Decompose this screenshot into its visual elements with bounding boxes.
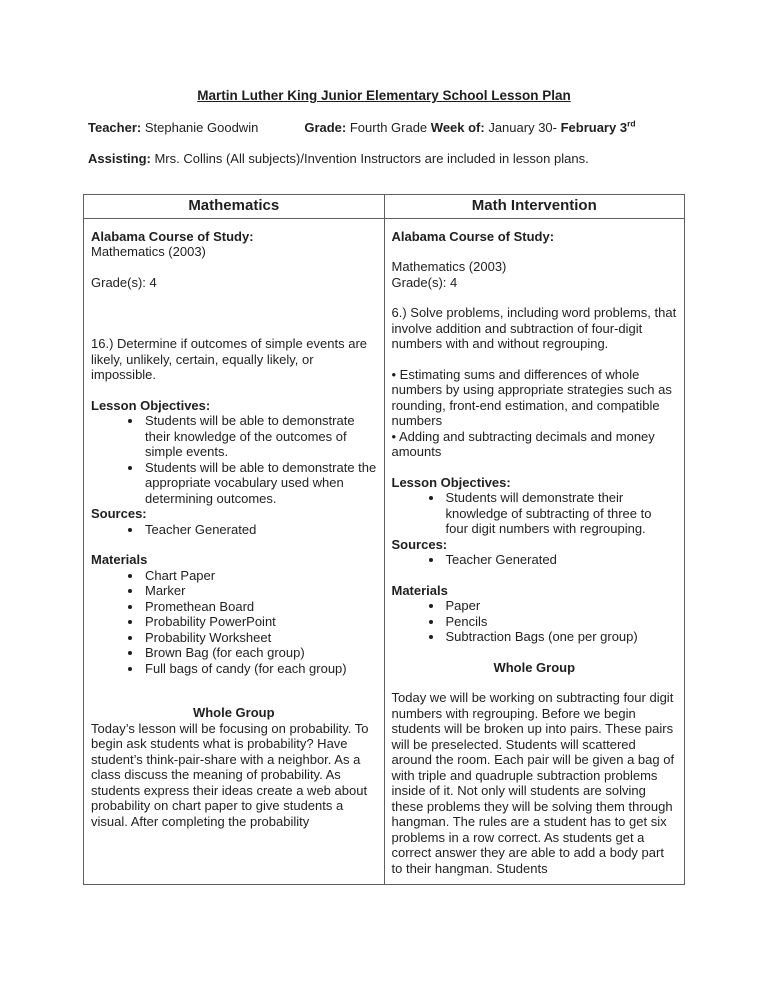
list-item: • Pencils bbox=[444, 614, 678, 630]
intervention-course-of-study-label: Alabama Course of Study: bbox=[391, 228, 555, 244]
intervention-sources-list bbox=[392, 552, 678, 568]
math-materials-list bbox=[91, 568, 377, 677]
week-range-end: February 3 bbox=[560, 119, 628, 135]
math-whole-group-paragraph: Today’s lesson will be focusing on probability. To begin ask students what is probability? Have student’s think-pair-share with a neighbor. As a class discuss the meaning of probability. As students express their ideas create a web about probability on chart paper to give students a visual. After completing the probability bbox=[91, 720, 369, 829]
intervention-standard: 6.) Solve problems, including word problems, that involve addition and subtraction of four-digit numbers with and without regrouping. bbox=[391, 305, 677, 351]
list-item: • Students will demonstrate their knowledge of subtracting of three to four digit numbers with regrouping. bbox=[444, 490, 678, 537]
list-item: • Teacher Generated bbox=[143, 522, 377, 538]
column-header-mathematics: Mathematics bbox=[84, 194, 385, 218]
list-item: • Probability Worksheet bbox=[143, 630, 377, 646]
intervention-standard-bullet bbox=[392, 367, 678, 429]
list-item: • Students will be able to demonstrate their knowledge of the outcomes of simple events. bbox=[143, 413, 377, 460]
math-grade-line: Grade(s): 4 bbox=[91, 274, 157, 290]
teacher-name: Stephanie Goodwin bbox=[141, 119, 259, 135]
lesson-plan-table bbox=[83, 194, 685, 886]
bullet-glyph: • bbox=[391, 366, 397, 382]
math-course-of-study-value: Mathematics (2003) bbox=[91, 244, 206, 259]
math-objectives-label: Lesson Objectives: bbox=[91, 397, 211, 413]
list-item: • Marker bbox=[143, 583, 377, 599]
table-header-row bbox=[84, 194, 685, 218]
bullet-text: Estimating sums and differences of whole numbers by using appropriate strategies such as rounding, front-end estimation, and compatible numbers bbox=[391, 366, 672, 428]
math-intervention-cell bbox=[384, 218, 685, 885]
intervention-whole-group-paragraph: Today we will be working on subtracting four digit numbers with regrouping. Before we begin students will be broken up into pairs. These pairs will be preselected. Students will scattered around the room. Each pair will be given a bag of with triple and quadruple subtraction problems inside of it. Not only will students are solving these problems they will be solving them through hangman. The rules are a student has to get six problems in a row correct. As students get a correct answer they are able to add a body part to their hangman. Students bbox=[391, 690, 675, 876]
mathematics-cell bbox=[84, 218, 385, 885]
intervention-standard-bullet bbox=[392, 429, 678, 460]
list-item: • Probability PowerPoint bbox=[143, 614, 377, 630]
intervention-materials-label: Materials bbox=[391, 582, 448, 598]
list-item: • Students will be able to demonstrate the appropriate vocabulary used when determining outcomes. bbox=[143, 460, 377, 507]
teacher-grade-week-line bbox=[88, 120, 686, 136]
list-item: • Teacher Generated bbox=[444, 552, 678, 568]
list-item: • Paper bbox=[444, 598, 678, 614]
column-header-math-intervention: Math Intervention bbox=[384, 194, 685, 218]
list-item: • Brown Bag (for each group) bbox=[143, 645, 377, 661]
intervention-grade-line: Grade(s): 4 bbox=[391, 274, 458, 290]
assisting-text: Mrs. Collins (All subjects)/Invention Instructors are included in lesson plans. bbox=[150, 151, 589, 166]
assisting-label: Assisting: bbox=[88, 151, 151, 166]
bullet-text: Adding and subtracting decimals and money amounts bbox=[391, 428, 655, 459]
math-whole-group-heading: Whole Group bbox=[192, 705, 275, 720]
intervention-course-of-study-value: Mathematics (2003) bbox=[391, 259, 507, 274]
math-sources-list bbox=[91, 522, 377, 538]
list-item: • Promethean Board bbox=[143, 599, 377, 615]
assisting-line bbox=[88, 151, 686, 167]
math-course-of-study-label: Alabama Course of Study: bbox=[91, 228, 254, 244]
week-range-prefix: January 30- bbox=[484, 119, 561, 135]
grade-value: Fourth Grade bbox=[346, 119, 431, 135]
teacher-label: Teacher: bbox=[88, 119, 142, 135]
table-body-row bbox=[84, 218, 685, 885]
document-title: Martin Luther King Junior Elementary School Lesson Plan bbox=[197, 88, 571, 103]
math-sources-label: Sources: bbox=[91, 506, 147, 521]
intervention-sources-label: Sources: bbox=[391, 536, 448, 552]
intervention-whole-group-heading: Whole Group bbox=[493, 659, 576, 675]
math-objectives-list bbox=[91, 413, 377, 506]
bullet-glyph: • bbox=[391, 428, 397, 444]
intervention-objectives-list bbox=[392, 490, 678, 537]
math-standard: 16.) Determine if outcomes of simple events are likely, unlikely, certain, equally likely, or impossible. bbox=[91, 336, 368, 382]
list-item: • Subtraction Bags (one per group) bbox=[444, 629, 678, 645]
intervention-objectives-label: Lesson Objectives: bbox=[391, 474, 511, 490]
week-of-label: Week of: bbox=[430, 119, 485, 135]
document-header bbox=[0, 0, 768, 167]
intervention-materials-list bbox=[392, 598, 678, 645]
week-ordinal-suffix: rd bbox=[627, 118, 636, 129]
grade-label: Grade: bbox=[304, 119, 347, 135]
list-item: • Full bags of candy (for each group) bbox=[143, 661, 377, 677]
list-item: • Chart Paper bbox=[143, 568, 377, 584]
math-materials-label: Materials bbox=[91, 552, 148, 567]
